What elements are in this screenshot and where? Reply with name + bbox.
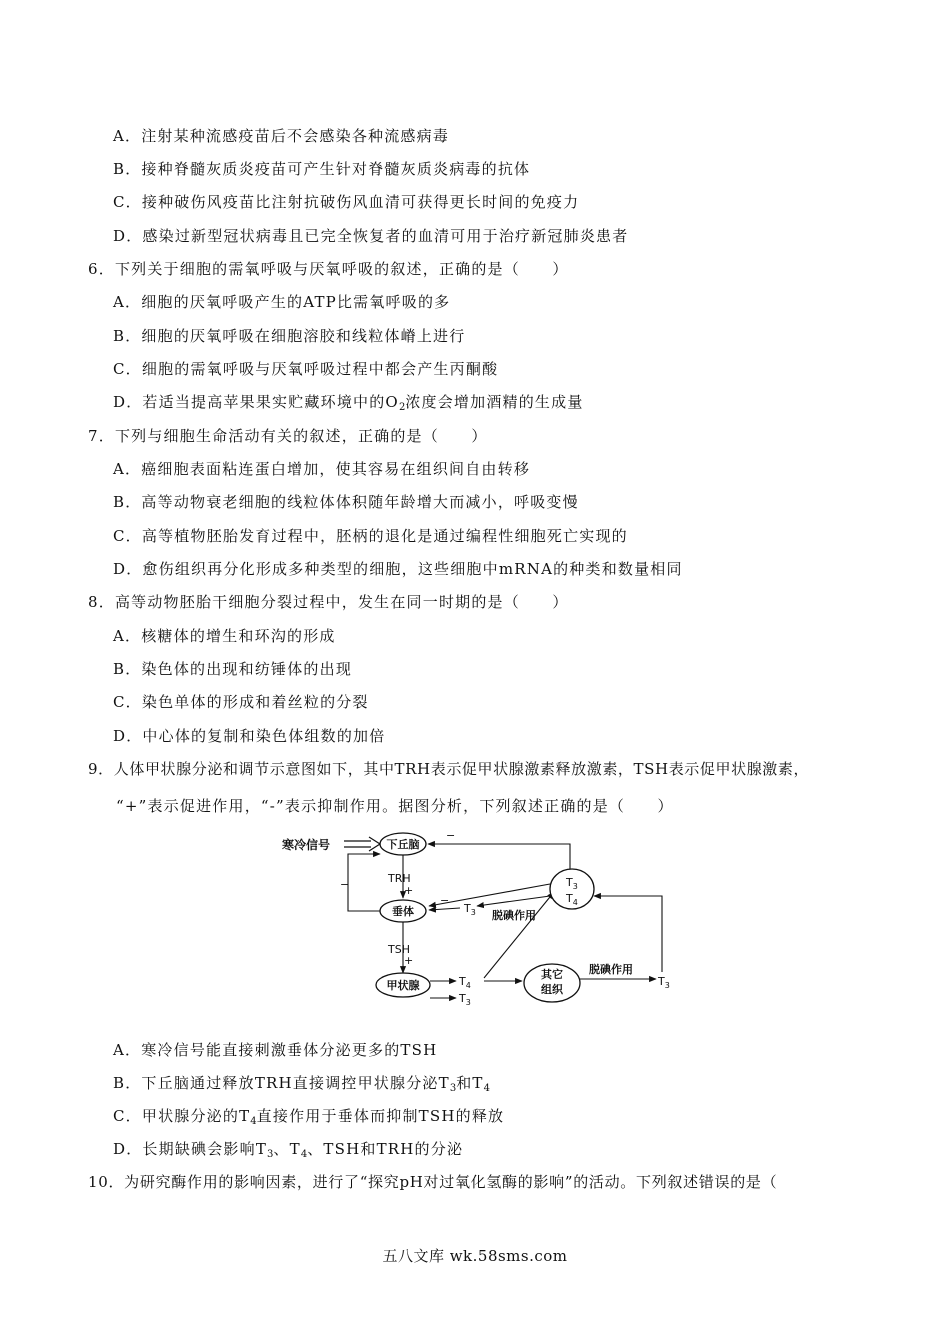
q6-option-b: B．细胞的厌氧呼吸在细胞溶胶和线粒体嵴上进行 — [113, 327, 466, 345]
q8-option-a: A．核糖体的增生和环沟的形成 — [113, 627, 336, 645]
q8-option-c: C．染色单体的形成和着丝粒的分裂 — [113, 693, 369, 711]
pituitary-inhibition-minus: − — [440, 894, 450, 907]
subscript: 2 — [398, 402, 406, 413]
sub3: 3 — [664, 981, 670, 990]
thyroid-t3-label — [458, 992, 471, 1007]
q9-stem-line2: “+”表示促进作用，“-”表示抑制作用。据图分析，下列叙述正确的是（ ） — [116, 797, 674, 815]
subscript: 4 — [300, 1149, 308, 1160]
tissue-t3-label — [657, 975, 670, 990]
t3-to-pituitary-arrow — [429, 908, 460, 910]
thyroid-t4-label — [458, 975, 471, 990]
node-deiodination-arrow — [477, 896, 550, 906]
other-tissue-label-2: 组织 — [541, 983, 563, 996]
node-to-hypothalamus-arrow — [428, 844, 570, 869]
q8-option-d: D．中心体的复制和染色体组数的加倍 — [113, 727, 386, 745]
q5-option-d: D．感染过新型冠状病毒且已完全恢复者的血清可用于治疗新冠肺炎患者 — [113, 227, 629, 245]
t-letter: T — [566, 876, 573, 889]
q6-option-d-text: D．若适当提高苹果果实贮藏环境中的O — [113, 393, 399, 411]
subscript: 3 — [449, 1083, 457, 1094]
q5-option-a: A．注射某种流感疫苗后不会感染各种流感病毒 — [113, 127, 450, 145]
q7-stem: 7．下列与细胞生命活动有关的叙述，正确的是（ ） — [88, 427, 488, 445]
q9-option-c-text: C．甲状腺分泌的T — [113, 1107, 251, 1125]
page-footer: 五八文库 wk.58sms.com — [382, 1247, 568, 1265]
q9-option-c-text-end: 直接作用于垂体而抑制TSH的释放 — [256, 1107, 505, 1125]
q5-option-c: C．接种破伤风疫苗比注射抗破伤风血清可获得更长时间的免疫力 — [113, 193, 580, 211]
tsh-label: TSH — [388, 943, 410, 956]
q7-option-d: D．愈伤组织再分化形成多种类型的细胞，这些细胞中mRNA的种类和数量相同 — [113, 560, 683, 578]
q8-option-b: B．染色体的出现和纺锤体的出现 — [113, 660, 353, 678]
hypothalamus-feedback-minus: − — [446, 829, 456, 842]
q9-option-d — [113, 1139, 463, 1159]
t3-return-arrow — [594, 896, 662, 972]
q9-option-d-mid: 、T — [273, 1140, 301, 1158]
node-deiodination-label: 脱碘作用 — [492, 909, 536, 922]
subscript: 4 — [250, 1116, 257, 1127]
hypothalamus-label: 下丘脑 — [386, 838, 420, 851]
q7-option-b: B．高等动物衰老细胞的线粒体体积随年龄增大而减小，呼吸变慢 — [113, 493, 579, 511]
q9-option-b-mid: 和T — [456, 1074, 484, 1092]
q5-option-b: B．接种脊髓灰质炎疫苗可产生针对脊髓灰质炎病毒的抗体 — [113, 160, 531, 178]
q9-option-d-text-end: 、TSH和TRH的分泌 — [307, 1140, 464, 1158]
q6-option-d — [113, 392, 584, 412]
t-letter: T — [464, 902, 471, 915]
other-tissue-label-1: 其它 — [541, 968, 563, 981]
tsh-plus: + — [404, 954, 414, 967]
q9-option-d-text: D．长期缺碘会影响T — [113, 1140, 268, 1158]
q6-stem: 6．下列关于细胞的需氧呼吸与厌氧呼吸的叙述，正确的是（ ） — [88, 260, 569, 278]
t-letter: T — [459, 992, 466, 1005]
sub3: 3 — [572, 882, 578, 891]
t-letter: T — [658, 975, 665, 988]
q7-option-a: A．癌细胞表面粘连蛋白增加，使其容易在组织间自由转移 — [113, 460, 531, 478]
q9-option-a: A．寒冷信号能直接刺激垂体分泌更多的TSH — [113, 1041, 438, 1059]
deiodinated-t3-label — [463, 902, 476, 917]
trh-plus: + — [404, 884, 414, 897]
sub3: 3 — [470, 908, 476, 917]
q6-option-c: C．细胞的需氧呼吸与厌氧呼吸过程中都会产生丙酮酸 — [113, 360, 499, 378]
sub4: 4 — [572, 898, 578, 907]
tissue-deiodination-label: 脱碘作用 — [589, 963, 633, 976]
pituitary-feedback-arrow — [348, 854, 380, 911]
pituitary-feedback-minus: − — [340, 878, 350, 891]
q8-stem: 8．高等动物胚胎干细胞分裂过程中，发生在同一时期的是（ ） — [88, 593, 569, 611]
cold-signal-label: 寒冷信号 — [282, 838, 331, 852]
subscript: 4 — [483, 1083, 490, 1094]
q9-option-b — [113, 1073, 490, 1093]
subscript: 3 — [267, 1149, 274, 1160]
thyroid-label: 甲状腺 — [386, 979, 420, 992]
q10-stem: 10．为研究酶作用的影响因素，进行了“探究pH对过氧化氢酶的影响”的活动。下列叙述错误的是（ — [88, 1173, 778, 1191]
q6-option-a: A．细胞的厌氧呼吸产生的ATP比需氧呼吸的多 — [113, 293, 451, 311]
cold-signal-arrow-head — [369, 837, 380, 851]
t-letter: T — [459, 975, 466, 988]
pituitary-label: 垂体 — [392, 905, 414, 918]
q7-option-c: C．高等植物胚胎发育过程中，胚柄的退化是通过编程性细胞死亡实现的 — [113, 527, 628, 545]
q9-option-c — [113, 1106, 504, 1126]
t-letter: T — [566, 892, 573, 905]
sub4: 4 — [465, 981, 471, 990]
trh-label: TRH — [388, 872, 411, 885]
sub3: 3 — [465, 998, 471, 1007]
thyroid-regulation-diagram — [276, 826, 680, 1010]
q9-option-b-text: B．下丘脑通过释放TRH直接调控甲状腺分泌T — [113, 1074, 450, 1092]
q6-option-d-text-end: 浓度会增加酒精的生成量 — [405, 393, 584, 411]
q9-stem-line1: 9．人体甲状腺分泌和调节示意图如下，其中TRH表示促甲状腺激素释放激素，TSH表示促甲状腺激素， — [88, 760, 810, 778]
